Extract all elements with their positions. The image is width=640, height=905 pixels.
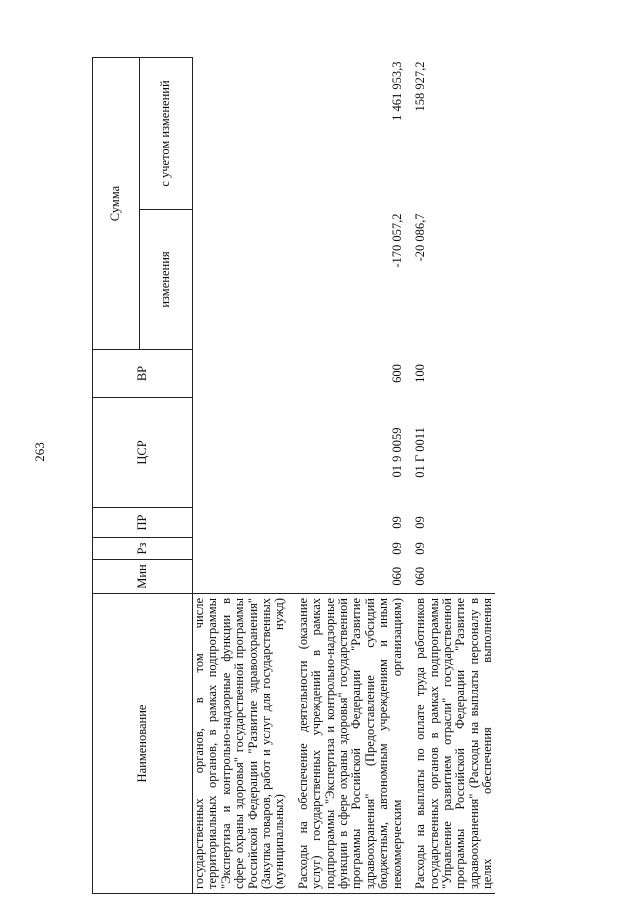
row-total [193,58,297,210]
table-row [193,58,297,894]
row-name [193,594,297,894]
header-with-change: с учетом изменений [140,58,193,210]
header-name: Наименование [93,594,193,894]
row-rz: 09 [413,542,428,555]
row-csr [193,398,297,508]
row-change: -170 057,2 [389,213,404,268]
row-csr: 01 Г 0011 [413,427,428,478]
row-change: -20 086,7 [413,213,428,262]
row-name [414,594,494,894]
header-sum: Сумма [93,58,140,350]
table-row [414,58,494,894]
row-name [297,594,414,894]
row-rz [193,538,297,560]
table-row [297,58,414,894]
row-pr: 09 [389,516,404,529]
header-vr: ВР [93,350,193,398]
row-rz: 09 [389,542,404,555]
row-change [193,210,297,350]
row-name-text: государственных органов, в том числе территориальных органов, в рамках подпрограммы "Экспертиза и контрольно-надзорные функции в сфере охраны здоровья" государственной программы Российской Федерации "Развитие здравоохранения" (Закупка товаров, работ и услуг для государственных (муниципальных) нужд) [192,598,287,889]
header-pr: ПР [93,508,193,538]
table-container [92,58,612,894]
row-name-text: Расходы на выплаты по оплате труда работников государственных органов в рамках подпрограммы "Управление развитием отрасли" государственной программы Российской Федерации "Развитие здравоохранения" (Расходы на выплаты персоналу в целях обеспечения выполнения [413,598,495,889]
row-total: 1 461 953,3 [389,61,404,121]
page-number: 263 [32,442,47,462]
row-min [193,560,297,594]
row-vr [193,350,297,398]
row-pr: 09 [413,516,428,529]
row-csr: 01 9 0059 [389,427,404,478]
row-vr: 100 [413,364,428,383]
header-rz: Рз [93,538,193,560]
budget-table [92,57,495,894]
row-min: 060 [413,566,428,586]
row-total: 158 927,2 [413,61,428,112]
rotated-page-content [92,58,612,894]
row-min: 060 [389,566,404,586]
header-csr: ЦСР [93,398,193,508]
header-min: Мин [93,560,193,594]
row-vr: 600 [389,364,404,383]
row-name-text: Расходы на обеспечение деятельности (оказание услуг) государственных учреждений в рамках подпрограммы "Экспертиза и контрольно-надзорные функции в сфере охраны здоровья" государственной программы Российской Федерации "Развитие здравоохранения" (Предоставление субсидий бюджетным, автономным учреждениям и иным некоммерческим организациям) [295,598,404,889]
row-pr [193,508,297,538]
header-change: изменения [140,210,193,350]
